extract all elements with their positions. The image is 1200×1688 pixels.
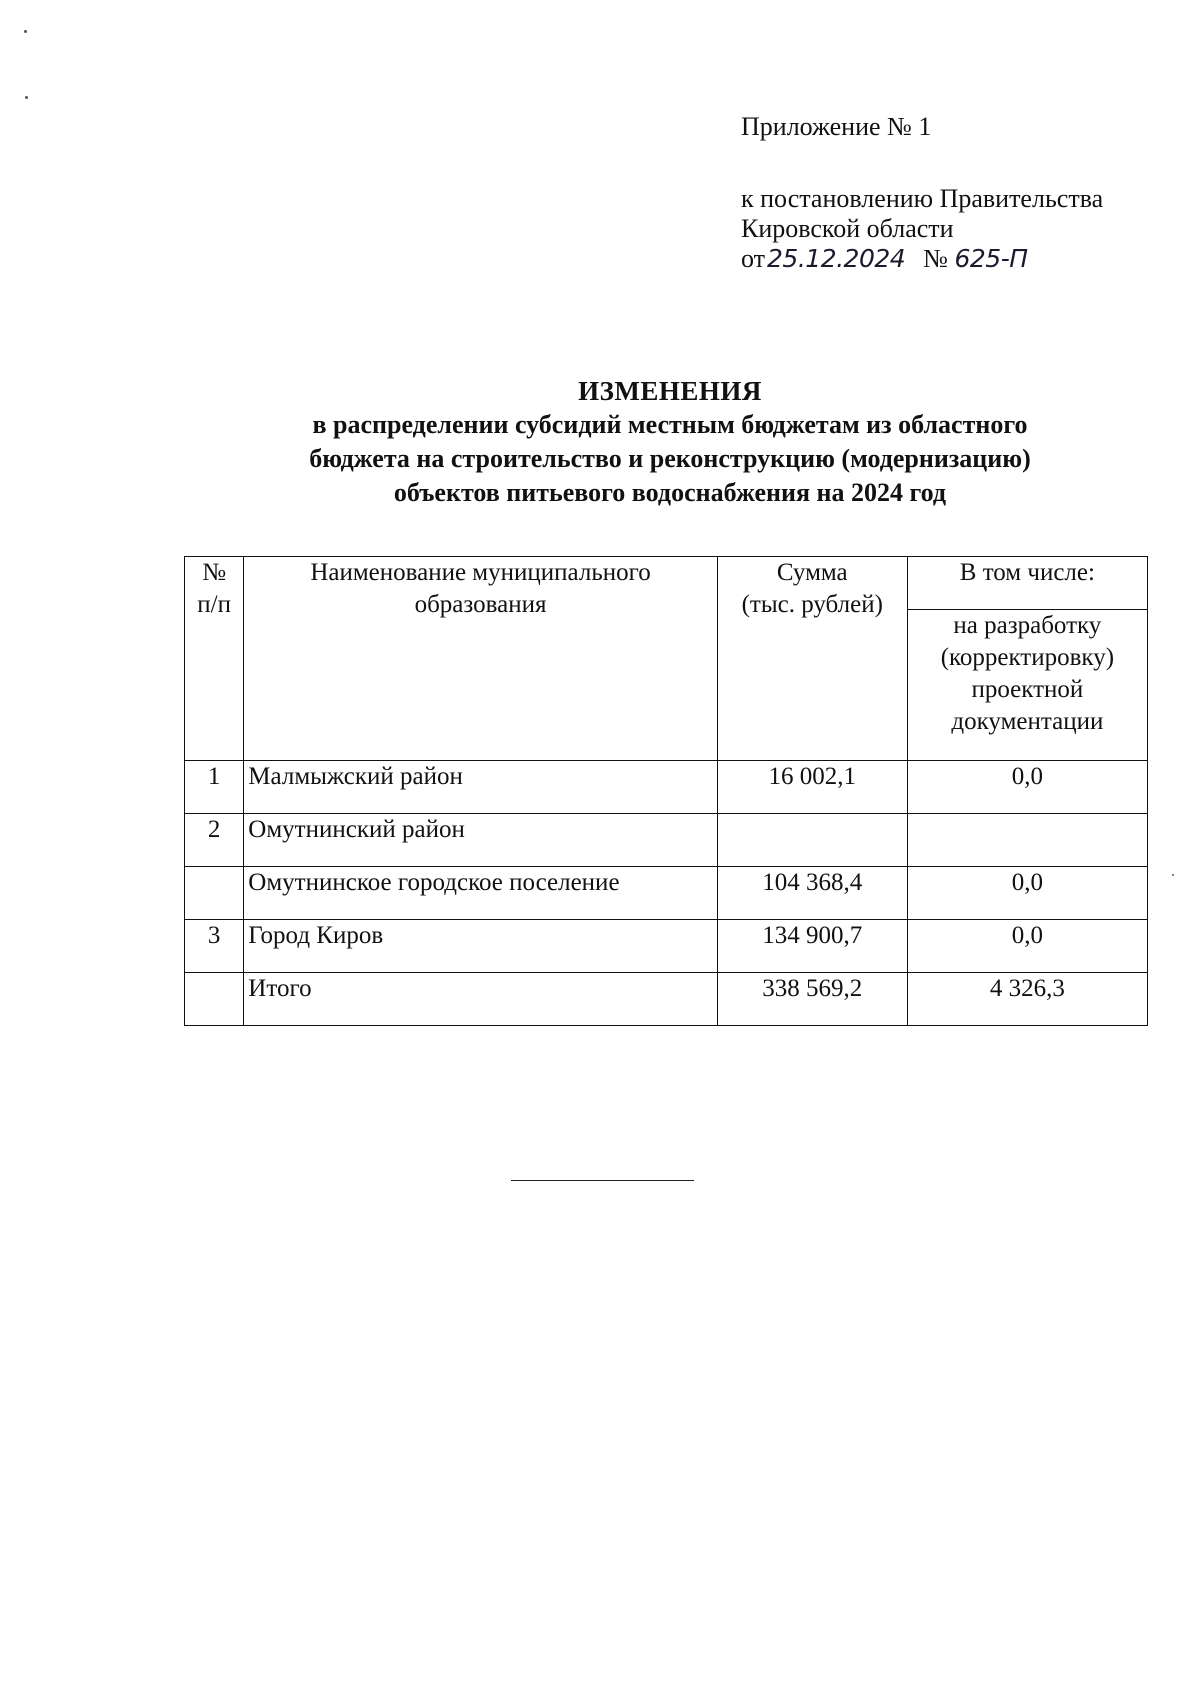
scan-speck bbox=[1172, 874, 1174, 876]
subsidy-table bbox=[184, 556, 1148, 1026]
cell-num bbox=[185, 973, 244, 1026]
document-title bbox=[180, 374, 1160, 510]
table-row bbox=[185, 761, 1148, 814]
cell-name: Омутнинский район bbox=[244, 814, 717, 867]
end-divider bbox=[511, 1180, 694, 1181]
scan-speck bbox=[24, 30, 27, 33]
date-prefix: от bbox=[741, 244, 766, 273]
cell-name: Итого bbox=[244, 973, 717, 1026]
table-row-total bbox=[185, 973, 1148, 1026]
title-heading: ИЗМЕНЕНИЯ bbox=[578, 376, 762, 406]
cell-sum: 134 900,7 bbox=[717, 920, 907, 973]
header-num bbox=[185, 557, 244, 761]
cell-name: Город Киров bbox=[244, 920, 717, 973]
cell-num bbox=[185, 867, 244, 920]
cell-name: Малмыжский район bbox=[244, 761, 717, 814]
header-name-line2: образования bbox=[414, 591, 547, 618]
cell-design bbox=[907, 814, 1147, 867]
handwritten-number: 625-П bbox=[954, 244, 1028, 273]
header-including: В том числе: bbox=[907, 557, 1147, 610]
annex-header bbox=[741, 112, 1103, 274]
header-sub-line2: (корректировку) bbox=[940, 644, 1115, 671]
table-row bbox=[185, 867, 1148, 920]
title-line2: бюджета на строительство и реконструкцию (модернизацию) bbox=[309, 444, 1031, 473]
cell-design: 4 326,3 bbox=[907, 973, 1147, 1026]
header-num-line2: п/п bbox=[197, 591, 231, 618]
header-sub-line4: документации bbox=[951, 708, 1104, 735]
cell-sum: 16 002,1 bbox=[717, 761, 907, 814]
cell-name: Омутнинское городское поселение bbox=[244, 867, 717, 920]
cell-num: 3 bbox=[185, 920, 244, 973]
cell-num: 2 bbox=[185, 814, 244, 867]
annex-title: Приложение № 1 bbox=[741, 112, 932, 141]
header-name-line1: Наименование муниципального bbox=[310, 559, 651, 586]
cell-num: 1 bbox=[185, 761, 244, 814]
title-line3: объектов питьевого водоснабжения на 2024 год bbox=[393, 478, 947, 507]
header-sum-line2: (тыс. рублей) bbox=[741, 591, 883, 618]
scan-speck bbox=[25, 96, 28, 99]
header-sum bbox=[717, 557, 907, 761]
header-sum-line1: Сумма bbox=[776, 559, 848, 586]
cell-sum: 338 569,2 bbox=[717, 973, 907, 1026]
title-line1: в распределении субсидий местным бюджетам из областного bbox=[312, 410, 1028, 439]
cell-design: 0,0 bbox=[907, 920, 1147, 973]
cell-sum bbox=[717, 814, 907, 867]
header-sub-line3: проектной bbox=[971, 676, 1084, 703]
header-name bbox=[244, 557, 717, 761]
table-row bbox=[185, 920, 1148, 973]
header-num-line1: № bbox=[202, 559, 227, 586]
number-prefix: № bbox=[923, 244, 948, 273]
annex-date-line bbox=[741, 244, 1103, 274]
cell-sum: 104 368,4 bbox=[717, 867, 907, 920]
header-sub-line1: на разработку bbox=[953, 612, 1102, 639]
handwritten-date: 25.12.2024 bbox=[767, 244, 906, 273]
table-header-row bbox=[185, 557, 1148, 610]
annex-ref-line1: к постановлению Правительства bbox=[741, 184, 1104, 213]
cell-design: 0,0 bbox=[907, 761, 1147, 814]
header-design-docs bbox=[907, 610, 1147, 761]
cell-design: 0,0 bbox=[907, 867, 1147, 920]
table-row bbox=[185, 814, 1148, 867]
annex-ref-line2: Кировской области bbox=[741, 214, 954, 243]
